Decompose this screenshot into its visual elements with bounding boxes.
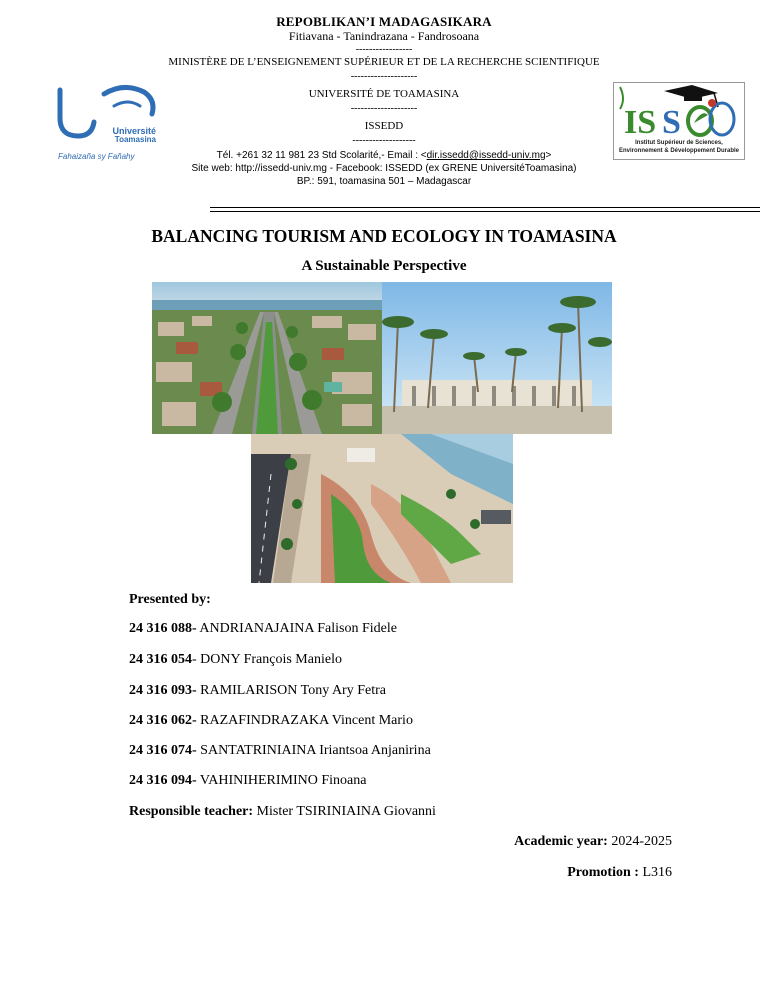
photo-waterfront-promenade xyxy=(251,434,513,583)
separator: ------------------- xyxy=(352,135,416,146)
student-entry xyxy=(129,773,366,789)
promotion-value: L316 xyxy=(638,865,672,880)
student-name: ANDRIANAJAINA Falison Fidele xyxy=(196,621,397,636)
logo-label-universite: Université xyxy=(112,126,156,136)
student-entry xyxy=(129,652,342,668)
logo-tagline: Fahaizaña sy Fañahy xyxy=(58,152,135,161)
email-link[interactable]: dir.issedd@issedd-univ.mg xyxy=(426,150,546,161)
ministry-name: MINISTÈRE DE L’ENSEIGNEMENT SUPÉRIEUR ET DE LA RECHERCHE SCIENTIFIQUE xyxy=(168,56,600,68)
student-id: 24 316 062- xyxy=(129,713,197,728)
document-title: BALANCING TOURISM AND ECOLOGY IN TOAMASINA xyxy=(151,226,617,246)
student-name: SANTATRINIAINA Iriantsoa Anjanirina xyxy=(196,743,431,758)
logo-label-toamasina: Toamasina xyxy=(114,135,156,144)
separator: -------------------- xyxy=(350,71,418,82)
presented-by-heading: Presented by: xyxy=(129,592,211,607)
header-divider xyxy=(210,211,760,212)
student-id: 24 316 054 xyxy=(129,652,192,667)
teacher-label: Responsible teacher: xyxy=(129,804,254,819)
university-logo xyxy=(52,84,162,164)
separator: -------------------- xyxy=(350,103,418,114)
institute-name: ISSEDD xyxy=(364,120,404,132)
university-name: UNIVERSITÉ DE TOAMASINA xyxy=(308,88,460,100)
teacher-name: Mister TSIRINIAINA Giovanni xyxy=(253,804,436,819)
student-entry xyxy=(129,683,386,699)
academic-year-label: Academic year: xyxy=(514,834,608,849)
student-entry xyxy=(129,621,397,637)
issedd-logo-icon xyxy=(614,83,744,141)
document-subtitle: A Sustainable Perspective xyxy=(301,258,467,274)
student-name: RAZAFINDRAZAKA Vincent Mario xyxy=(196,713,413,728)
student-id: 24 316 094- xyxy=(129,773,197,788)
responsible-teacher xyxy=(129,804,436,820)
student-name: RAMILARISON Tony Ary Fetra xyxy=(196,683,386,698)
student-name: - DONY François Manielo xyxy=(192,652,342,667)
academic-year xyxy=(514,834,672,850)
student-entry xyxy=(129,743,431,759)
national-motto: Fitiavana - Tanindrazana - Fandrosoana xyxy=(288,29,480,43)
country-name: REPOBLIKAN’I MADAGASIKARA xyxy=(276,14,492,29)
contact-website: Site web: http://issedd-univ.mg - Facebook: ISSEDD (ex GRENE UniversitéToamasina) xyxy=(191,163,577,174)
promotion-label: Promotion : xyxy=(567,865,639,880)
student-id: 24 316 093- xyxy=(129,683,197,698)
svg-text:IS: IS xyxy=(624,104,657,141)
svg-text:S: S xyxy=(662,104,681,141)
issedd-logo xyxy=(613,82,745,160)
contact-phone: Tél. +261 32 11 981 23 Std Scolarité,- Email : < xyxy=(216,150,427,161)
promotion xyxy=(567,865,672,881)
issedd-logo-line2: Environnement & Développement Durable xyxy=(618,148,740,154)
student-id: 24 316 088- xyxy=(129,621,197,636)
academic-year-value: 2024-2025 xyxy=(607,834,672,849)
header-divider xyxy=(210,207,760,208)
contact-address: BP.: 591, toamasina 501 – Madagascar xyxy=(296,176,472,187)
student-name: VAHINIHERIMINO Finoana xyxy=(196,773,367,788)
photo-palm-boulevard xyxy=(382,282,612,434)
photo-aerial-city xyxy=(152,282,382,434)
student-id: 24 316 074- xyxy=(129,743,197,758)
issedd-logo-line1: Institut Supérieur de Sciences, xyxy=(635,140,723,146)
contact-bracket: > xyxy=(545,150,552,161)
student-entry xyxy=(129,713,413,729)
separator: ----------------- xyxy=(355,44,413,55)
